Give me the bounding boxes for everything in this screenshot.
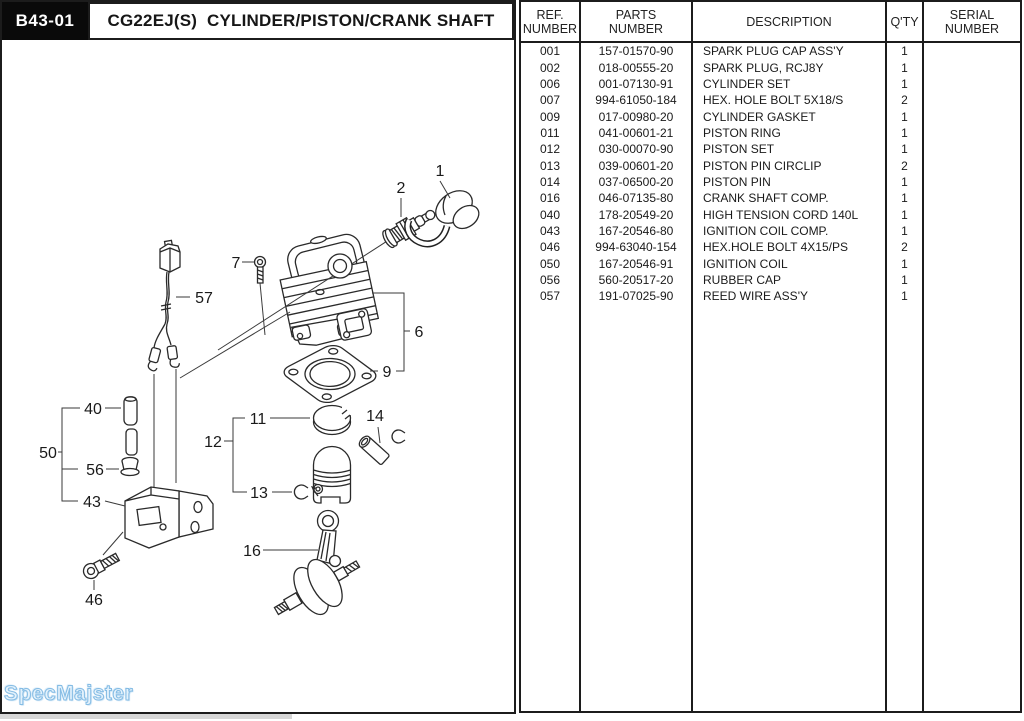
hex-hole-bolt-7-drawing (255, 257, 266, 284)
ignition-coil-drawing (125, 487, 213, 548)
cell-parts-number: 167-20546-91 (581, 255, 693, 271)
cell-qty: 1 (887, 125, 924, 141)
cell-ref-number: 001 (521, 43, 581, 59)
cell-ref-number: 040 (521, 206, 581, 222)
cell-parts-number: 018-00555-20 (581, 59, 693, 75)
cell-qty: 1 (887, 141, 924, 157)
cell-serial-number (924, 141, 1020, 157)
cell-ref-number: 002 (521, 59, 581, 75)
cell-serial-number (924, 76, 1020, 92)
column-header-qty (887, 2, 924, 43)
cell-parts-number: 994-61050-184 (581, 92, 693, 108)
cell-parts-number: 560-20517-20 (581, 272, 693, 288)
cell-description: CYLINDER SET (693, 76, 887, 92)
cell-qty: 2 (887, 239, 924, 255)
exploded-diagram (2, 40, 514, 712)
callout-46: 46 (85, 592, 103, 609)
cell-qty: 1 (887, 223, 924, 239)
callout-56: 56 (86, 462, 104, 479)
spark-plug-cap-drawing (408, 184, 484, 244)
reed-routing-line (180, 312, 290, 378)
cell-qty: 1 (887, 255, 924, 271)
cell-description: RUBBER CAP (693, 272, 887, 288)
cell-description: CRANK SHAFT COMP. (693, 190, 887, 206)
callout-1: 1 (435, 163, 445, 180)
cell-parts-number: 037-06500-20 (581, 174, 693, 190)
cell-serial-number (924, 92, 1020, 108)
cell-description: PISTON SET (693, 141, 887, 157)
table-empty-space (887, 305, 924, 712)
cell-ref-number: 050 (521, 255, 581, 271)
column-header-description (693, 2, 887, 43)
callout-14: 14 (366, 408, 384, 425)
cell-ref-number: 011 (521, 125, 581, 141)
cell-parts-number: 191-07025-90 (581, 288, 693, 304)
cell-ref-number: 006 (521, 76, 581, 92)
cell-qty: 1 (887, 43, 924, 59)
callout-labels (39, 163, 444, 609)
rubber-cap-drawing (121, 458, 139, 476)
callout-40: 40 (84, 401, 102, 418)
cell-description: CYLINDER GASKET (693, 108, 887, 124)
cell-parts-number: 039-00601-20 (581, 157, 693, 173)
cell-qty: 1 (887, 272, 924, 288)
cell-serial-number (924, 255, 1020, 271)
cylinder-gasket-drawing (279, 343, 380, 406)
cell-description: HIGH TENSION CORD 140L (693, 206, 887, 222)
header-serial-line1: SERIAL (949, 7, 995, 22)
cell-parts-number: 157-01570-90 (581, 43, 693, 59)
cell-description: SPARK PLUG, RCJ8Y (693, 59, 887, 75)
cell-ref-number: 013 (521, 157, 581, 173)
cell-parts-number: 167-20546-80 (581, 223, 693, 239)
callout-7: 7 (231, 255, 241, 272)
cylinder-drawing (280, 228, 378, 349)
callout-50: 50 (39, 445, 57, 462)
cell-parts-number: 994-63040-154 (581, 239, 693, 255)
cell-description: PISTON PIN CIRCLIP (693, 157, 887, 173)
cell-ref-number: 014 (521, 174, 581, 190)
cell-ref-number: 012 (521, 141, 581, 157)
table-empty-space (693, 305, 887, 712)
header-serial-line2: NUMBER (944, 21, 1000, 36)
cell-ref-number: 057 (521, 288, 581, 304)
cell-qty: 1 (887, 76, 924, 92)
cell-qty: 1 (887, 59, 924, 75)
table-empty-space (581, 305, 693, 712)
header-ref-line2: NUMBER (522, 21, 578, 36)
cell-qty: 1 (887, 288, 924, 304)
cell-description: HEX.HOLE BOLT 4X15/PS (693, 239, 887, 255)
callout-43: 43 (83, 494, 101, 511)
header-parts-line2: NUMBER (608, 21, 664, 36)
bolt7-guide-line (260, 283, 265, 335)
cell-parts-number: 001-07130-91 (581, 76, 693, 92)
cell-parts-number: 030-00070-90 (581, 141, 693, 157)
piston-pin-drawing (357, 434, 389, 465)
piston-pin-circlip-right-drawing (392, 430, 405, 443)
reed-wire-drawing (146, 240, 180, 371)
cell-description: PISTON RING (693, 125, 887, 141)
page-title: CG22EJ(S) CYLINDER/PISTON/CRANK SHAFT (88, 2, 514, 40)
cell-serial-number (924, 206, 1020, 222)
cell-ref-number: 046 (521, 239, 581, 255)
cell-serial-number (924, 59, 1020, 75)
header-qty: Q'TY (890, 14, 919, 29)
callout-2: 2 (396, 180, 406, 197)
cell-parts-number: 178-20549-20 (581, 206, 693, 222)
cell-description: IGNITION COIL COMP. (693, 223, 887, 239)
cell-serial-number (924, 272, 1020, 288)
cell-parts-number: 041-00601-21 (581, 125, 693, 141)
callout-12: 12 (204, 434, 222, 451)
cell-serial-number (924, 174, 1020, 190)
piston-ring-drawing (314, 406, 353, 435)
cell-serial-number (924, 190, 1020, 206)
cell-serial-number (924, 223, 1020, 239)
column-header-serial-number (924, 2, 1020, 43)
cell-ref-number: 016 (521, 190, 581, 206)
high-tension-cord-drawing (124, 397, 137, 455)
cell-qty: 1 (887, 174, 924, 190)
cell-serial-number (924, 239, 1020, 255)
reed-wire-extensions (154, 369, 176, 487)
cell-description: IGNITION COIL (693, 255, 887, 271)
callout-6: 6 (414, 324, 424, 341)
cell-serial-number (924, 43, 1020, 59)
diagram-panel (0, 0, 516, 714)
cell-parts-number: 046-07135-80 (581, 190, 693, 206)
parts-table-panel (519, 0, 1022, 713)
piston-drawing (314, 447, 351, 504)
table-empty-space (924, 305, 1020, 712)
callout-13: 13 (250, 485, 268, 502)
header-parts-line1: PARTS (615, 7, 657, 22)
callout-11: 11 (249, 411, 267, 428)
cell-qty: 1 (887, 206, 924, 222)
cell-serial-number (924, 108, 1020, 124)
cell-serial-number (924, 125, 1020, 141)
hex-hole-bolt-46-drawing (81, 550, 121, 581)
cell-serial-number (924, 288, 1020, 304)
plug-boss-hole (334, 260, 347, 273)
cell-parts-number: 017-00980-20 (581, 108, 693, 124)
cell-ref-number: 009 (521, 108, 581, 124)
cell-description: REED WIRE ASS'Y (693, 288, 887, 304)
cell-ref-number: 043 (521, 223, 581, 239)
cell-serial-number (924, 157, 1020, 173)
table-empty-space (521, 305, 581, 712)
callout-57: 57 (195, 290, 213, 307)
cell-qty: 1 (887, 190, 924, 206)
column-header-ref-number (521, 2, 581, 43)
header-description: DESCRIPTION (746, 14, 832, 29)
column-header-parts-number (581, 2, 693, 43)
cell-description: PISTON PIN (693, 174, 887, 190)
cell-qty: 2 (887, 157, 924, 173)
cell-qty: 2 (887, 92, 924, 108)
cell-ref-number: 056 (521, 272, 581, 288)
parts-table (521, 2, 1020, 711)
cell-description: HEX. HOLE BOLT 5X18/S (693, 92, 887, 108)
header-ref-line1: REF. (536, 7, 564, 22)
cell-ref-number: 007 (521, 92, 581, 108)
callout-16: 16 (243, 543, 261, 560)
page-code-badge: B43-01 (2, 2, 88, 40)
crank-shaft-drawing (263, 511, 370, 634)
cell-description: SPARK PLUG CAP ASS'Y (693, 43, 887, 59)
watermark: SpecMajster (4, 682, 134, 705)
callout-9: 9 (382, 364, 392, 381)
scan-shadow (0, 714, 292, 719)
cell-qty: 1 (887, 108, 924, 124)
